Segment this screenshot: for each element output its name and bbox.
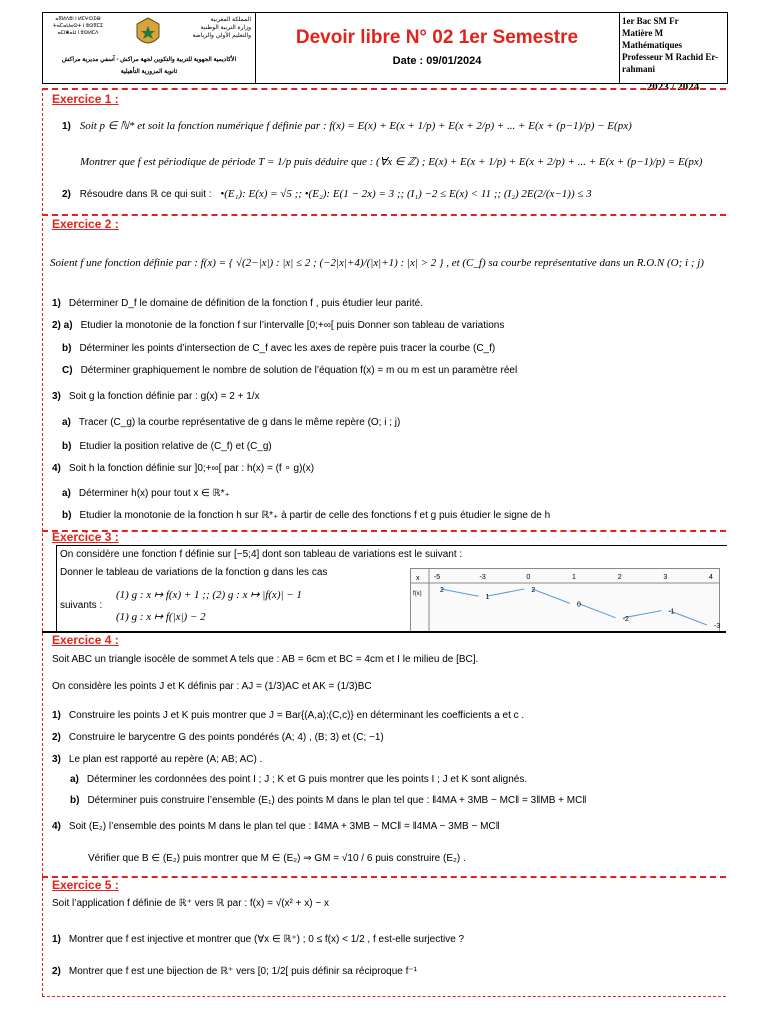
variation-arrow (487, 589, 525, 596)
question-number: b) (62, 441, 72, 452)
f-value-label: 2 (440, 587, 444, 594)
function-definition: Soient f une fonction définie par : f(x) = { √(2−|x|) : |x| ≤ 2 ; (−2|x|+4)/(|x|+1) : |x| > 2 } , et (C_f) sa courbe représentative dans un R.O.N (O; i ; j) (50, 257, 704, 269)
question-text: Construire les points J et K puis montrer que J = Bar{(A,a);(C,c)} en déterminant les coefficients a et c . (68, 710, 525, 721)
f-value-label: -2 (622, 615, 629, 623)
teacher-label: Professeur M Rachid Er-rahmani (622, 52, 719, 74)
section-divider (42, 530, 726, 532)
variation-arrow (532, 589, 570, 603)
question-line (62, 510, 550, 521)
page-title: Devoir libre N° 02 1er Semestre (295, 27, 579, 48)
exercise-3-ask-text: Donner le tableau de variations de la fonction g dans les cas (60, 567, 328, 578)
question-line (62, 343, 495, 354)
x-tick-label: 4 (709, 574, 713, 581)
question-text: Soit ABC un triangle isocèle de sommet A tels que : AB = 6cm et BC = 4cm et I le milieu de [BC]. (52, 654, 479, 665)
school-line: ثانوية المزورية التأهيلية (120, 69, 178, 75)
x-tick-label: 1 (572, 574, 576, 581)
logo-right-line: وزارة التربية الوطنية (200, 25, 251, 31)
question-line (52, 654, 478, 665)
question-text: Soit p ∈ ℕ* et soit la fonction numérique f définie par : f(x) = E(x) + E(x + 1/p) + E(x + 2/p) + ... + E(x + (p−1)/p) − E(px) (79, 120, 632, 132)
document-header (42, 12, 728, 93)
subject-label: Matière M Mathématiques (622, 28, 682, 50)
moroccan-emblem-icon (131, 15, 165, 51)
academy-line: الأكاديمية الجهوية للتربية والتكوين لجهة مراكش - آسفي مديرية مراكش (61, 57, 237, 63)
question-number: 2) (52, 966, 61, 977)
question-text: Montrer que f est périodique de période T = 1/p puis déduire que : (∀x ∈ ℤ) ; E(x) + E(x + 1/p) + E(x + 2/p) + ... + E(x + (p−1)/p) = E(px) (80, 156, 703, 168)
question-text: Montrer que f est injective et montrer que (∀x ∈ ℝ⁺) ; 0 ≤ f(x) < 1/2 , f est-elle surjective ? (68, 934, 465, 945)
question-line (52, 320, 504, 331)
equation-list: •(E₁): E(x) = √5 ;; •(E₂): E(1 − 2x) = 3 ;; (I₁) −2 ≤ E(x) < 11 ;; (I₂) 2E(2/(x−1)) ≤ 3 (220, 188, 592, 200)
logo-left-text (47, 16, 109, 37)
f-row-label: f(x) (413, 591, 422, 597)
question-number: 1) (52, 298, 61, 309)
exercise-1-heading: Exercice 1 : (52, 92, 119, 106)
logo-left-line: ⵜⴰⵎⴰⵡⴰⵙⵜ ⵏ ⵓⵙⴳⵎⵉ (52, 23, 104, 29)
question-text: Soit g la fonction définie par : g(x) = 2 + 1/x (68, 391, 260, 402)
question-line (62, 488, 230, 499)
question-text: On considère les points J et K définis par : AJ = (1/3)AC et AK = (1/3)BC (52, 681, 372, 692)
section-divider (42, 876, 726, 878)
page-left-border (42, 88, 43, 996)
question-number: 4) (52, 463, 61, 474)
ex1-q1-show (80, 155, 702, 168)
question-number: 4) (52, 821, 61, 832)
f-value-label: -3 (714, 623, 721, 630)
question-text: Montrer que f est une bijection de ℝ⁺ vers [0; 1/2[ puis définir sa réciproque f⁻¹ (68, 966, 418, 977)
question-number: b) (70, 795, 80, 806)
variation-table (410, 568, 720, 632)
question-text: Déterminer D_f le domaine de définition de la fonction f , puis étudier leur parité. (68, 298, 423, 309)
question-number: 2) (52, 732, 61, 743)
question-line (52, 732, 384, 743)
exercise-2-heading: Exercice 2 : (52, 217, 119, 231)
question-text: Le plan est rapporté au repère (A; AB; AC) . (68, 754, 263, 765)
logo-right-text (171, 16, 251, 40)
question-number: 3) (52, 391, 61, 402)
logo-left-line: ⴰⵎⵏⵥⴰⵡ ⵏ ⵓⵙⵍⵎⴷ (57, 30, 99, 36)
variation-arrow (624, 611, 662, 618)
question-text: Déterminer graphiquement le nombre de solution de l’équation f(x) = m ou m est un paramètre réel (80, 365, 518, 376)
exercise-4-heading: Exercice 4 : (52, 633, 119, 647)
f-value-label: 2 (531, 587, 536, 594)
question-text: Déterminer les points d’intersection de C_f avec les axes de repère puis tracer la courbe (C_f) (79, 343, 496, 354)
title-block (255, 13, 620, 83)
section-divider (42, 214, 726, 216)
page-bottom-border (42, 996, 726, 997)
f-value-label: 1 (485, 594, 490, 602)
class-label: 1er Bac SM Fr (622, 16, 679, 26)
variation-arrow (441, 589, 479, 596)
question-line (52, 754, 262, 765)
x-tick-label: 3 (663, 574, 668, 581)
section-rule (42, 631, 726, 633)
question-text: Soit (E₂) l’ensemble des points M dans le plan tel que : ‖4MA + 3MB − MC‖ = ‖4MA − 3MB − MC‖ (68, 821, 500, 832)
question-number: C) (62, 365, 73, 376)
question-line (52, 898, 329, 909)
ex3-intro (60, 549, 462, 560)
x-tick-label: 0 (526, 574, 531, 581)
question-line (88, 853, 466, 864)
ex3-case-1: (1) g : x ↦ f(x) + 1 ;; (2) g : x ↦ |f(x)| − 1 (116, 589, 302, 601)
question-number: 1) (52, 934, 61, 945)
date-label: Date : 09/01/2024 (392, 55, 482, 67)
question-text: Etudier la position relative de (C_f) et (C_g) (79, 441, 272, 452)
question-line (70, 774, 527, 785)
question-text: Déterminer h(x) pour tout x ∈ ℝ*₊ (78, 488, 230, 499)
x-row-label: x (416, 575, 420, 582)
course-info-block (619, 13, 727, 93)
exercise-5-heading: Exercice 5 : (52, 878, 119, 892)
logo-left-line: ⴰⴳⵍⴷⵓⵏ ⵏ ⵍⵎⵖⵔⵉⴱ (55, 16, 101, 22)
question-number: 1) (62, 121, 71, 132)
question-text: Soit l’application f définie de ℝ⁺ vers ℝ par : f(x) = √(x² + x) − x (52, 898, 329, 909)
logo-right-line: المملكة المغربية (210, 17, 251, 23)
question-text: Construire le barycentre G des points pondérés (A; 4) , (B; 3) et (C; −1) (68, 732, 384, 743)
question-line (52, 463, 314, 474)
question-line (52, 710, 524, 721)
ex1-q1 (62, 119, 632, 132)
variation-arrow (668, 608, 707, 625)
question-line (52, 681, 372, 692)
x-tick-label: -5 (433, 574, 441, 581)
ex3-case-2: (1) g : x ↦ f(|x|) − 2 (116, 611, 206, 623)
question-number: 2) a) (52, 320, 73, 331)
f-value-label: 0 (577, 601, 581, 609)
question-number: b) (62, 343, 72, 354)
question-line (52, 821, 500, 832)
ex2-definition (50, 257, 704, 269)
question-number: 3) (52, 754, 61, 765)
institution-logo-block (43, 13, 256, 83)
exercise-3-heading: Exercice 3 : (52, 530, 119, 544)
question-number: 1) (52, 710, 61, 721)
question-line (70, 795, 586, 806)
variation-arrow (578, 603, 616, 617)
section-divider (42, 88, 726, 90)
logo-right-line: والتعليم الأولي والرياضة (192, 33, 251, 39)
question-number: a) (62, 488, 71, 499)
question-text: Résoudre dans ℝ ce qui suit : (79, 189, 212, 200)
question-text: Tracer (C_g) la courbe représentative de g dans le même repère (O; i ; j) (78, 417, 401, 428)
question-line (52, 391, 260, 402)
variation-table-svg (411, 569, 719, 631)
question-text: Soit h la fonction définie sur ]0;+∞[ par : h(x) = (f ∘ g)(x) (68, 463, 315, 474)
question-number: b) (62, 510, 72, 521)
question-number: 2) (62, 189, 71, 200)
ex3-ask (60, 567, 327, 578)
question-text: Etudier la monotonie de la fonction h sur ℝ*₊ à partir de celle des fonctions f et g puis étudier le signe de h (79, 510, 551, 521)
question-line (62, 417, 400, 428)
question-line (52, 966, 417, 977)
question-line (52, 934, 464, 945)
x-tick-label: 2 (617, 574, 622, 581)
question-line (62, 365, 517, 376)
ex3-suivants-label: suivants : (60, 600, 103, 611)
question-text: Etudier la monotonie de la fonction f sur l’intervalle [0;+∞[ puis Donner son tableau de variations (80, 320, 505, 331)
school-year: 2023 / 2024 (646, 81, 700, 93)
question-text: Vérifier que B ∈ (E₂) puis montrer que M ∈ (E₂) ⇒ GM = √10 / 6 puis construire (E₂) . (88, 853, 466, 864)
exercise-3-intro-text: On considère une fonction f définie sur [−5;4] dont son tableau de variations est le suivant : (60, 549, 463, 560)
question-text: Déterminer les cordonnées des point I ; J ; K et G puis montrer que les points I ; J et K sont alignés. (86, 774, 528, 785)
f-value-label: -1 (668, 608, 675, 616)
x-tick-label: -3 (479, 574, 486, 581)
question-text: Déterminer puis construire l’ensemble (E₁) des points M dans le plan tel que : ‖4MA + 3MB − MC‖ = 3‖MB + MC‖ (87, 795, 587, 806)
question-line (52, 298, 423, 309)
question-line (62, 441, 272, 452)
question-number: a) (62, 417, 71, 428)
ex1-q2 (62, 188, 592, 200)
question-number: a) (70, 774, 79, 785)
